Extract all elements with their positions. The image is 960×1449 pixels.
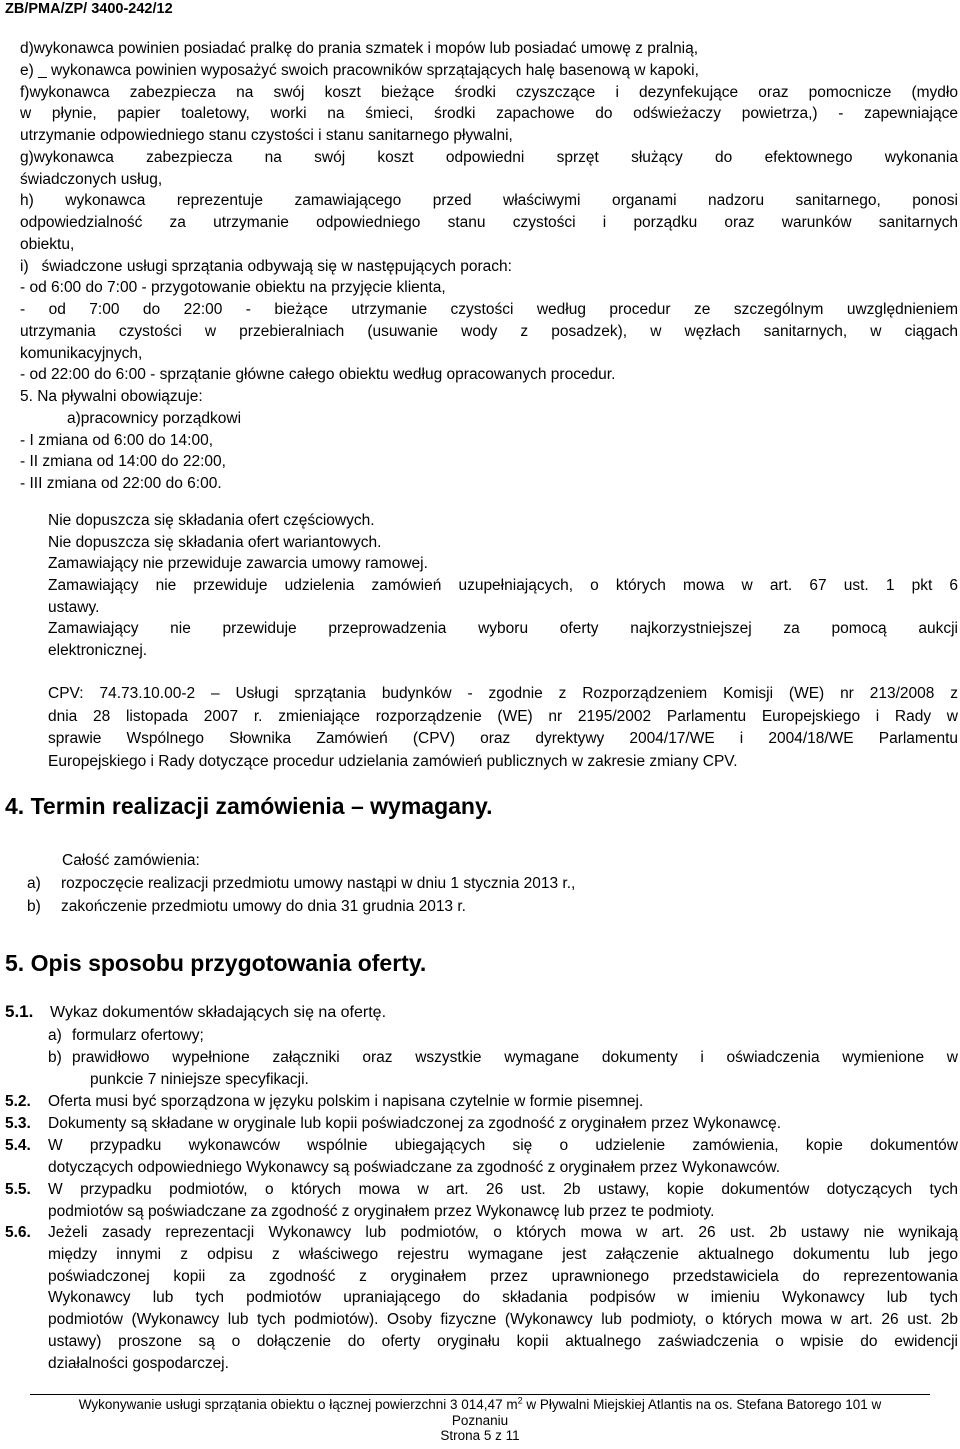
text-line: komunikacyjnych,	[20, 344, 143, 362]
text-line: Dokumenty są składane w oryginale lub kopii poświadczonej za zgodność z oryginałem przez Wykonawcę.	[48, 1115, 782, 1132]
text-line: - I zmiana od 6:00 do 14:00,	[20, 431, 214, 449]
text-line: dotyczących odpowiedniego Wykonawcy są poświadczane za zgodność z oryginałem przez Wykonawców.	[48, 1158, 781, 1176]
text-line: elektronicznej.	[48, 642, 148, 660]
subsection-5-1-list	[48, 1025, 958, 1090]
item-label: a)	[27, 875, 41, 892]
text-line: podmiotów są poświadczane za zgodność z oryginałem przez Wykonawcę lub przez te podmioty.	[48, 1202, 715, 1220]
text-line: sprawie Wspólnego Słownika Zamówień (CPV) oraz dyrektywy 2004/17/WE i 2004/18/WE Parlamentu	[48, 730, 958, 747]
section-4-item-a	[27, 873, 575, 895]
text-line: dnia 28 listopada 2007 r. zmieniające rozporządzenie (WE) nr 2195/2002 Parlamentu Europejskiego i Rady w	[48, 707, 958, 725]
item-label: a)	[48, 1027, 62, 1044]
text-line: - od 7:00 do 22:00 - bieżące utrzymanie czystości według procedur ze szczególnym uwzględnieniem	[20, 301, 958, 318]
subsection-5-5	[5, 1179, 958, 1223]
text-line: utrzymanie odpowiedniego stanu czystości i stanu sanitarnego pływalni,	[20, 127, 513, 144]
subsection-5-1	[5, 1001, 386, 1024]
text-line: Nie dopuszcza się składania ofert wariantowych.	[48, 533, 382, 551]
section-4-heading: 4. Termin realizacji zamówienia – wymagany.	[5, 793, 493, 819]
subsection-number: 5.6.	[5, 1224, 31, 1241]
footer-text: Wykonywanie usługi sprzątania obiektu o łącznej powierzchni 3 014,47 m	[78, 1397, 518, 1412]
text-line: między innymi z odpisu z właściwego rejestru wymagane jest załączenie aktualnego dokumentu lub jego	[48, 1245, 958, 1263]
footer-divider	[30, 1394, 930, 1395]
list-item-a	[48, 1025, 958, 1047]
text-line: Europejskiego i Rady dotyczące procedur udzielania zamówień publicznych w zakresie zmiany CPV.	[48, 752, 738, 770]
subsection-5-2	[5, 1091, 958, 1113]
text-line: e) _ wykonawca powinien wyposażyć swoich pracowników sprzątających halę basenową w kapoki,	[20, 61, 699, 79]
text-line: punkcie 7 niniejsze specyfikacji.	[90, 1070, 309, 1088]
subsection-number: 5.2.	[5, 1093, 31, 1110]
text-line: świadczonych usług,	[20, 170, 163, 188]
text-line: Oferta musi być sporządzona w języku polskim i napisana czytelnie w formie pisemnej.	[48, 1093, 644, 1110]
text-line: Jeżeli zasady reprezentacji Wykonawcy lub podmiotów, o których mowa w art. 26 ust. 2b ustawy nie wynikają	[48, 1224, 958, 1241]
item-text: rozpoczęcie realizacji przedmiotu umowy nastąpi w dniu 1 stycznia 2013 r.,	[61, 875, 576, 892]
text-line: i) świadczone usługi sprzątania odbywają się w następujących porach:	[20, 257, 512, 275]
text-line: h) wykonawca reprezentuje zamawiającego przed właściwymi organami nadzoru sanitarnego, ponosi	[20, 192, 958, 210]
section-4-item-b	[27, 896, 466, 918]
text-line: CPV: 74.73.10.00-2 – Usługi sprzątania budynków - zgodnie z Rozporządzeniem Komisji (WE) nr 213/2008 z	[48, 685, 958, 702]
text-line: utrzymania czystości w przebieralniach (usuwanie wody z posadzek), w węzłach sanitarnych, w ciągach	[20, 322, 958, 340]
footer-title-line	[0, 1397, 960, 1413]
text-line: odpowiedzialność za utrzymanie odpowiedniego stanu czystości i porządku oraz warunków sanitarnych	[20, 214, 958, 231]
subsection-number: 5.5.	[5, 1181, 31, 1198]
text-line: działalności gospodarczej.	[48, 1354, 229, 1372]
list-item-b	[48, 1047, 958, 1069]
text-line: a)pracownicy porządkowi	[67, 409, 242, 427]
text-line: d)wykonawca powinien posiadać pralkę do prania szmatek i mopów lub posiadać umowę z pralnią,	[20, 40, 699, 57]
item-text: zakończenie przedmiotu umowy do dnia 31 grudnia 2013 r.	[61, 898, 466, 915]
section-5-heading: 5. Opis sposobu przygotowania oferty.	[5, 950, 427, 976]
subsection-number: 5.3.	[5, 1115, 31, 1132]
item-text: formularz ofertowy;	[72, 1027, 204, 1044]
text-line: - III zmiana od 22:00 do 6:00.	[20, 475, 222, 492]
item-text: prawidłowo wypełnione załączniki oraz wszystkie wymagane dokumenty i oświadczenia wymienione w	[72, 1048, 958, 1066]
text-line: podmiotów (Wykonawcy lub tych podmiotów). Osoby fizyczne (Wykonawcy lub podmioty, o których mowa w art. 26 ust. 2b	[48, 1311, 958, 1329]
offer-notes-block	[48, 510, 958, 662]
footer-city: Poznaniu	[451, 1412, 509, 1428]
footer-superscript: 2	[517, 1395, 523, 1406]
cpv-block	[48, 683, 958, 773]
page-number: Strona 5 z 11	[440, 1428, 520, 1443]
text-line: Wykonawcy lub tych podmiotów upraniającego do składania podpisów w imieniu Wykonawcy lub tych	[48, 1289, 958, 1307]
text-line: W przypadku podmiotów, o których mowa w art. 26 ust. 2b ustawy, kopie dokumentów dotyczących tych	[48, 1181, 958, 1198]
subsection-5-3	[5, 1113, 958, 1135]
text-line: - II zmiana od 14:00 do 22:00,	[20, 453, 226, 471]
text-line: Zamawiający nie przewiduje udzielenia zamówień uzupełniających, o których mowa w art. 67 ust. 1 pkt 6	[48, 577, 958, 595]
section-4-intro: Całość zamówienia:	[62, 852, 200, 869]
subsection-5-6	[5, 1222, 958, 1375]
text-line: ustawy.	[48, 598, 100, 616]
text-line: poświadczonej kopii za zgodność z oryginałem przez uprawnionego przedstawiciela do reprezentowania	[48, 1267, 958, 1285]
subsection-title: Wykaz dokumentów składających się na ofertę.	[50, 1004, 387, 1021]
contractor-duties-block	[20, 38, 958, 495]
text-line: - od 22:00 do 6:00 - sprzątanie główne całego obiektu według opracowanych procedur.	[20, 366, 616, 384]
document-reference-header: ZB/PMA/ZP/ 3400-242/12	[5, 1, 173, 17]
text-line: g)wykonawca zabezpiecza na swój koszt odpowiedni sprzęt służący do efektownego wykonania	[20, 148, 958, 166]
item-label: b)	[48, 1048, 62, 1066]
text-line: Zamawiający nie przewiduje zawarcia umowy ramowej.	[48, 555, 428, 573]
text-line: - od 6:00 do 7:00 - przygotowanie obiektu na przyjęcie klienta,	[20, 279, 446, 297]
text-line: Nie dopuszcza się składania ofert częściowych.	[48, 512, 375, 529]
text-line: Zamawiający nie przewiduje przeprowadzenia wyboru oferty najkorzystniejszej za pomocą aukcji	[48, 620, 958, 638]
footer-text: w Pływalni Miejskiej Atlantis na os. Stefana Batorego 101 w	[522, 1397, 882, 1412]
item-label: b)	[27, 898, 41, 915]
subsection-number: 5.4.	[5, 1137, 31, 1154]
subsection-number: 5.1.	[5, 1002, 34, 1021]
text-line: f)wykonawca zabezpiecza na swój koszt bieżące środki czyszczące i dezynfekujące oraz pomocnicze (mydło	[20, 83, 958, 101]
text-line: W przypadku wykonawców wspólnie ubiegających się o udzielenie zamówienia, kopie dokumentów	[48, 1137, 958, 1154]
subsection-5-4	[5, 1135, 958, 1179]
text-line: 5. Na pływalni obowiązuje:	[20, 388, 203, 405]
text-line: obiektu,	[20, 235, 75, 253]
text-line: ustawy) proszone są o dołączenie do oferty oryginału kopii aktualnego zaświadczenia o wpisie do ewidencji	[48, 1332, 958, 1350]
text-line: w płynie, papier toaletowy, worki na śmieci, środki zapachowe do odświeżaczy powietrza,) - zapewniające	[20, 105, 958, 123]
page-footer	[0, 1397, 960, 1444]
